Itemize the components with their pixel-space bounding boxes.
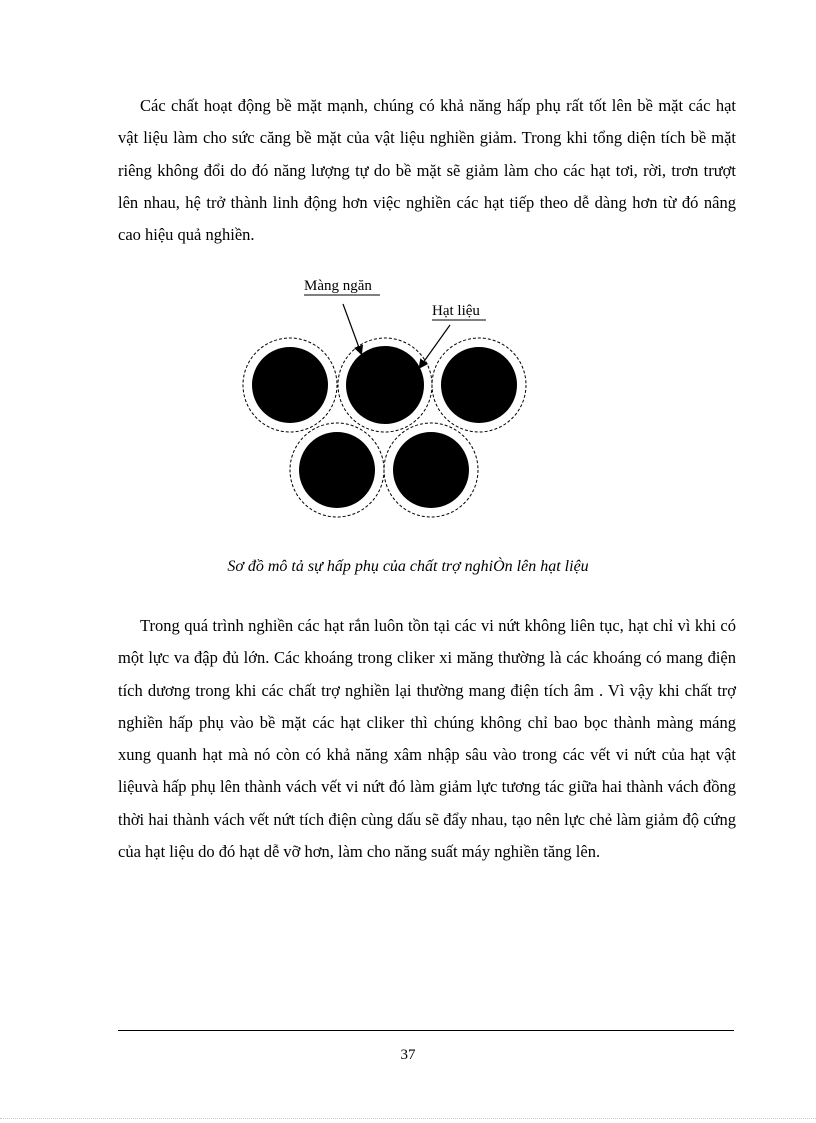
particle-top-center [338,338,432,432]
page-bottom-border [0,1118,816,1119]
particle-core [346,346,424,424]
particle-core [252,347,328,423]
paragraph-1-text: Các chất hoạt động bề mặt mạnh, chúng có khả năng hấp phụ rất tốt lên bề mặt các hạt vật liệu làm cho sức căng bề mặt của vật liệu nghiền giảm. Trong khi tổng diện tích bề mặt riêng không đổi do đó năng lượng tự do bề mặt sẽ giảm làm cho các hạt tơi, rời, trơn trượt lên nhau, hệ trở thành linh động hơn việc nghiền các hạt tiếp theo dễ dàng hơn từ đó nâng cao hiệu quả nghiền. [118,96,736,245]
particle-bottom-right [384,423,478,517]
label-membrane: Màng ngăn [304,278,372,294]
paragraph-grinding-microcracks [118,610,736,868]
particle-core [299,432,375,508]
particle-top-left [243,338,337,432]
page-number: 37 [400,1047,416,1063]
arrow-particle [420,325,450,367]
label-particle: Hạt liệu [432,303,480,319]
footer-divider [118,1030,734,1031]
arrow-membrane [343,304,361,353]
figure-caption: Sơ đồ mô tả sự hấp phụ của chất trợ nghiÒn lên hạt liệu [227,558,589,575]
particle-core [441,347,517,423]
paragraph-surfactant-adsorption [118,90,736,251]
adsorption-diagram [230,270,550,525]
paragraph-2-text: Trong quá trình nghiền các hạt rắn luôn tồn tại các vi nứt không liên tục, hạt chỉ vì khi có một lực va đập đủ lớn. Các khoáng trong cliker xi măng thường là các khoáng có mang điện tích dương trong khi các chất trợ nghiền lại thường mang điện tích âm . Vì vậy khi chất trợ nghiền hấp phụ vào bề mặt các hạt cliker thì chúng không chỉ bao bọc thành màng máng xung quanh hạt mà nó còn có khả năng xâm nhập sâu vào trong các vết vi nứt của hạt vật liệuvà hấp phụ lên thành vách vết vi nứt đó làm giảm lực tương tác giữa hai thành vách đồng thời hai thành vách vết nứt tích điện cùng dấu sẽ đẩy nhau, tạo nên lực chẻ làm giảm độ cứng của hạt liệu do đó hạt dễ vỡ hơn, làm cho năng suất máy nghiền tăng lên. [118,616,736,862]
particle-top-right [432,338,526,432]
particle-core [393,432,469,508]
particle-bottom-left [290,423,384,517]
adsorption-diagram-svg [230,270,550,525]
